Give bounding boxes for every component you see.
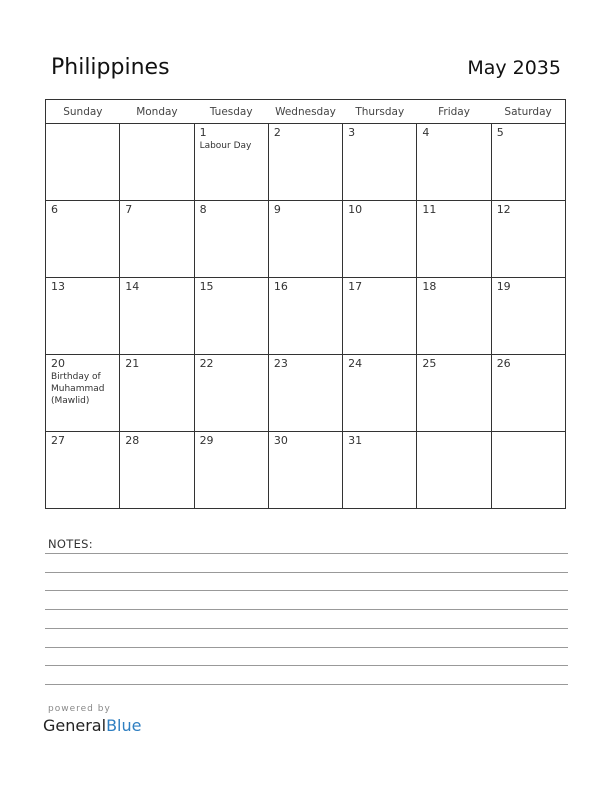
logo-blue: Blue: [106, 716, 142, 735]
day-number: 5: [496, 126, 504, 139]
week-row: [46, 355, 566, 432]
country-title: Philippines: [51, 55, 170, 80]
day-number: 9: [273, 203, 281, 216]
day-number: 31: [348, 434, 363, 447]
weekday-header-row: [46, 100, 566, 124]
day-cell: [491, 201, 565, 278]
day-cell: [120, 201, 194, 278]
note-line: [45, 553, 568, 554]
day-cell: [417, 432, 491, 509]
holiday-label: Labour Day: [199, 141, 252, 151]
day-cell: [194, 278, 268, 355]
day-number: 25: [422, 357, 437, 370]
day-number: 13: [51, 280, 65, 293]
holiday-label: Birthday of Muhammad (Mawlid): [51, 372, 105, 406]
weekday-wednesday: Wednesday: [268, 100, 342, 124]
day-cell: [343, 355, 417, 432]
day-number: 17: [348, 280, 363, 293]
day-number: 11: [422, 203, 437, 216]
day-cell: [194, 432, 268, 509]
note-line: [45, 665, 568, 666]
weekday-sunday: Sunday: [46, 100, 120, 124]
day-number: 15: [199, 280, 214, 293]
day-number: 28: [125, 434, 140, 447]
week-row: [46, 201, 566, 278]
day-number: 2: [273, 126, 281, 139]
day-number: 20: [51, 357, 65, 370]
day-number: 27: [51, 434, 65, 447]
day-number: 16: [273, 280, 288, 293]
day-cell: [417, 124, 491, 201]
day-cell: [268, 201, 342, 278]
day-number: 21: [125, 357, 140, 370]
notes-label: NOTES:: [48, 537, 93, 551]
day-number: 24: [348, 357, 363, 370]
week-row: [46, 124, 566, 201]
calendar-grid: [45, 99, 566, 509]
day-number: 4: [422, 126, 430, 139]
week-row: [46, 278, 566, 355]
logo-general: General: [43, 716, 107, 735]
day-cell: [120, 355, 194, 432]
day-number: 23: [273, 357, 288, 370]
day-number: 22: [199, 357, 214, 370]
note-line: [45, 590, 568, 591]
day-cell: [46, 201, 120, 278]
day-cell: [46, 432, 120, 509]
day-cell: [194, 124, 268, 201]
day-number: 6: [51, 203, 58, 216]
note-line: [45, 572, 568, 573]
day-number: 14: [125, 280, 140, 293]
day-number: 3: [348, 126, 356, 139]
day-cell: [491, 278, 565, 355]
week-row: [46, 432, 566, 509]
generalblue-logo[interactable]: [43, 716, 141, 735]
day-cell: [343, 432, 417, 509]
day-number: 18: [422, 280, 437, 293]
day-cell: [46, 355, 120, 432]
day-cell: [491, 124, 565, 201]
day-cell: [268, 124, 342, 201]
weekday-monday: Monday: [120, 100, 194, 124]
day-cell: [343, 201, 417, 278]
day-number: 1: [199, 126, 207, 139]
day-cell: [120, 278, 194, 355]
day-number: 29: [199, 434, 214, 447]
day-cell: [343, 278, 417, 355]
weekday-thursday: Thursday: [343, 100, 417, 124]
day-cell: [194, 201, 268, 278]
day-number: 26: [496, 357, 511, 370]
day-cell: [491, 432, 565, 509]
weekday-friday: Friday: [417, 100, 491, 124]
day-number: 30: [273, 434, 288, 447]
day-cell: [120, 432, 194, 509]
note-line: [45, 647, 568, 648]
day-cell: [268, 432, 342, 509]
day-cell: [417, 278, 491, 355]
day-cell: [194, 355, 268, 432]
note-line: [45, 609, 568, 610]
note-line: [45, 628, 568, 629]
day-number: 19: [496, 280, 511, 293]
day-number: 7: [125, 203, 133, 216]
day-cell: [46, 278, 120, 355]
month-year-title: May 2035: [467, 57, 561, 79]
note-line: [45, 684, 568, 685]
weekday-saturday: Saturday: [491, 100, 565, 124]
day-cell: [417, 355, 491, 432]
day-cell: [268, 355, 342, 432]
day-cell: [268, 278, 342, 355]
day-cell: [417, 201, 491, 278]
powered-by-text: powered by: [48, 704, 111, 714]
day-number: 12: [496, 203, 511, 216]
day-number: 10: [348, 203, 363, 216]
day-cell: [120, 124, 194, 201]
weekday-tuesday: Tuesday: [194, 100, 268, 124]
day-number: 8: [199, 203, 207, 216]
day-cell: [343, 124, 417, 201]
day-cell: [46, 124, 120, 201]
day-cell: [491, 355, 565, 432]
